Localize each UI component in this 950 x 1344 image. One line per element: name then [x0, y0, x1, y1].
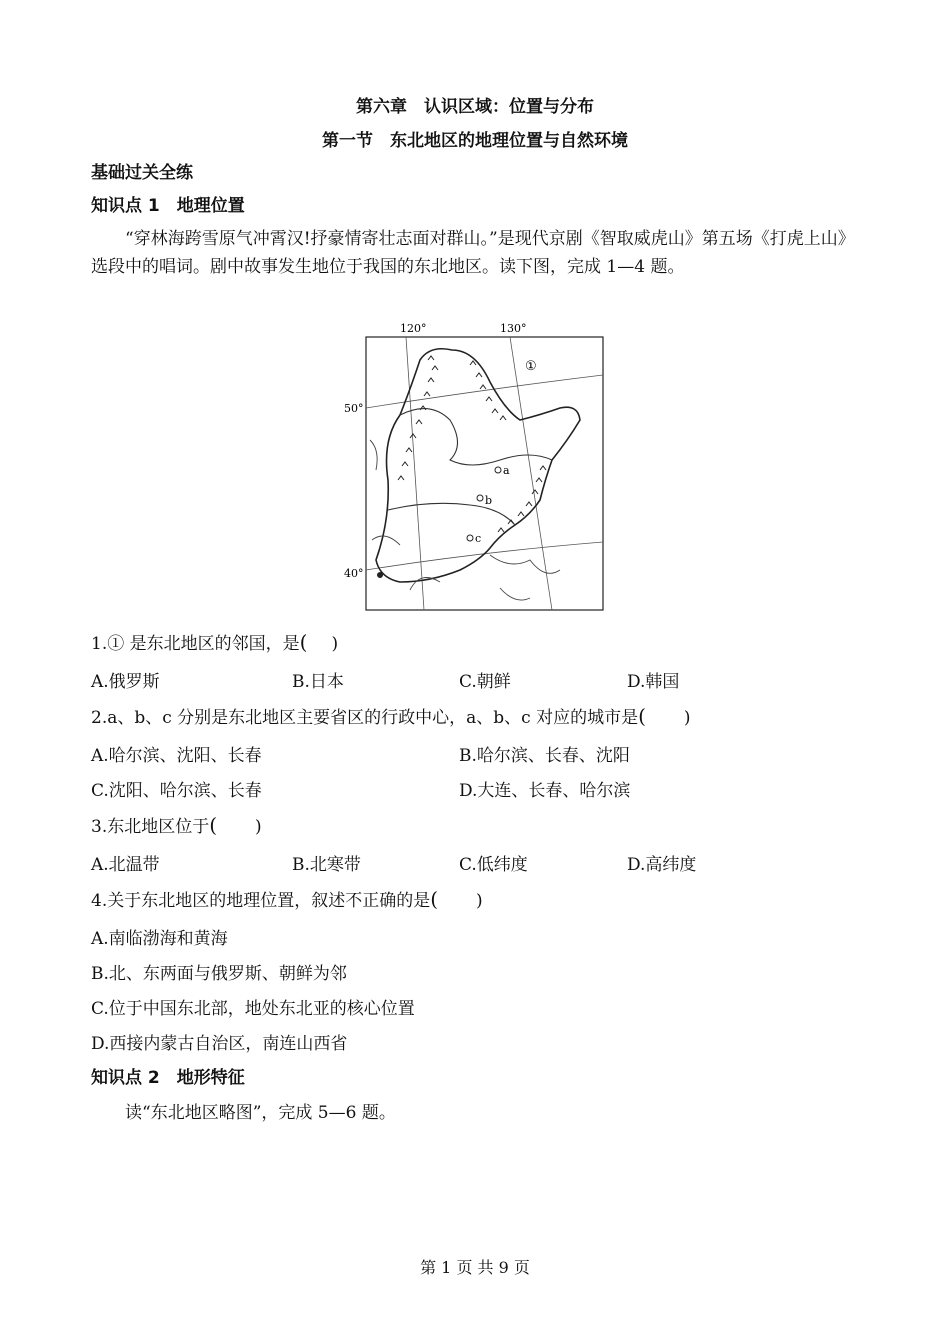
question-2: 2.a、b、c 分别是东北地区主要省区的行政中心，a、b、c 对应的城市是( ) — [91, 704, 691, 728]
intro-paragraph-2: 读“东北地区略图”，完成 5—6 题。 — [125, 1103, 396, 1123]
knowledge-point-2: 知识点 2 地形特征 — [91, 1068, 245, 1088]
lat-40-line — [366, 542, 603, 570]
q4-option-a[interactable]: A.南临渤海和黄海 — [91, 929, 228, 949]
map-frame — [366, 337, 603, 610]
lat-label-40: 40° — [344, 567, 364, 580]
chapter-title: 第六章 认识区域：位置与分布 — [356, 97, 594, 117]
lon-label-130: 130° — [500, 322, 527, 335]
lon-120-line — [406, 337, 424, 610]
question-4: 4.关于东北地区的地理位置，叙述不正确的是( ) — [91, 887, 483, 911]
q2-option-d[interactable]: D.大连、长春、哈尔滨 — [459, 781, 631, 801]
q1-option-b[interactable]: B.日本 — [292, 672, 344, 692]
page-footer: 第 1 页 共 9 页 — [420, 1258, 530, 1277]
q1-option-d[interactable]: D.韩国 — [627, 672, 680, 692]
city-c-label: c — [475, 532, 482, 545]
city-a-dot — [495, 467, 501, 473]
question-1-stem: 1.① 是东北地区的邻国，是 — [91, 634, 300, 654]
q3-option-a[interactable]: A.北温带 — [91, 855, 160, 875]
q4-option-c[interactable]: C.位于中国东北部，地处东北亚的核心位置 — [91, 999, 415, 1019]
province-border-2 — [388, 503, 515, 525]
capital-dot — [377, 572, 383, 578]
city-c-dot — [467, 535, 473, 541]
lat-label-50: 50° — [344, 402, 364, 415]
question-2-stem: 2.a、b、c 分别是东北地区主要省区的行政中心，a、b、c 对应的城市是 — [91, 708, 639, 728]
question-3-stem: 3.东北地区位于 — [91, 817, 210, 837]
q3-option-b[interactable]: B.北寒带 — [292, 855, 361, 875]
intro-paragraph: “穿林海跨雪原气冲霄汉!抒豪情寄壮志面对群山。”是现代京剧《智取威虎山》第五场《打虎上山》选段中的唱词。剧中故事发生地位于我国的东北地区。读下图，完成 1—4 题。 — [91, 229, 855, 277]
section-title: 第一节 东北地区的地理位置与自然环境 — [322, 131, 628, 151]
q2-option-c[interactable]: C.沈阳、哈尔滨、长春 — [91, 781, 262, 801]
question-1: 1.① 是东北地区的邻国，是( ) — [91, 630, 339, 654]
q1-option-a[interactable]: A.俄罗斯 — [91, 672, 160, 692]
city-a-label: a — [503, 464, 510, 477]
q4-option-d[interactable]: D.西接内蒙古自治区，南连山西省 — [91, 1034, 348, 1054]
lon-130-line — [510, 337, 552, 610]
q2-option-b[interactable]: B.哈尔滨、长春、沈阳 — [459, 746, 630, 766]
q3-option-d[interactable]: D.高纬度 — [627, 855, 697, 875]
q4-option-b[interactable]: B.北、东两面与俄罗斯、朝鲜为邻 — [91, 964, 347, 984]
northeast-china-map — [340, 320, 605, 615]
question-3: 3.东北地区位于( ) — [91, 813, 262, 837]
q2-option-a[interactable]: A.哈尔滨、沈阳、长春 — [91, 746, 262, 766]
lat-50-line — [366, 375, 603, 408]
q3-option-c[interactable]: C.低纬度 — [459, 855, 528, 875]
q1-option-c[interactable]: C.朝鲜 — [459, 672, 511, 692]
city-b-label: b — [485, 494, 493, 507]
lon-label-120: 120° — [400, 322, 427, 335]
question-4-stem: 4.关于东北地区的地理位置，叙述不正确的是 — [91, 891, 431, 911]
region-marker: ① — [525, 359, 537, 374]
knowledge-point-1: 知识点 1 地理位置 — [91, 196, 245, 216]
city-b-dot — [477, 495, 483, 501]
practice-heading: 基础过关全练 — [91, 163, 193, 183]
